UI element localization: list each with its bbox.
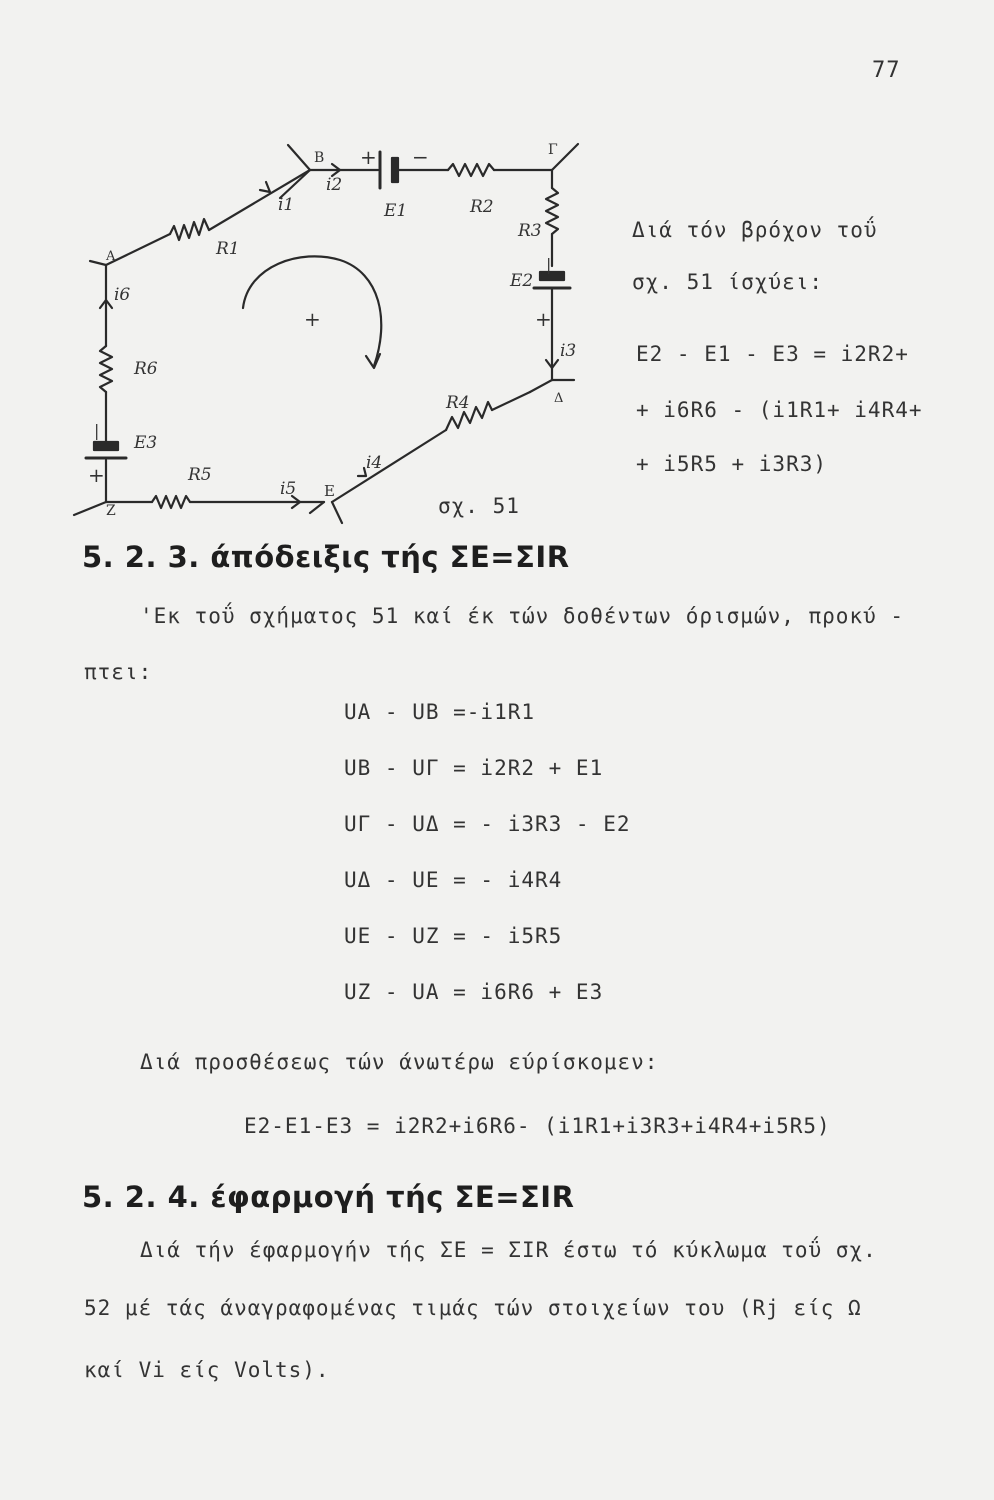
section-heading-5-2-3: 5. 2. 3. άπόδειξις τής ΣΕ=ΣΙR: [82, 540, 570, 574]
sum-text: Διά προσθέσεως τών άνωτέρω εύρίσκομεν:: [140, 1050, 659, 1074]
battery-e2-short-plate: [540, 272, 564, 280]
label-e1: E1: [384, 201, 408, 221]
node-delta-tick: [530, 380, 552, 392]
resistor-r2: [448, 164, 494, 176]
current-arrow-i4: [358, 468, 366, 476]
label-e2: E2: [510, 271, 534, 291]
label-i4: i4: [366, 453, 383, 473]
svg-text:+: +: [535, 307, 552, 331]
svg-text:+: +: [360, 145, 377, 169]
side-equation-line1: E2 - E1 - E3 = i2R2+: [636, 342, 909, 366]
intro-line2: πτει:: [84, 660, 153, 684]
node-z-tick: [74, 502, 106, 515]
node-label-a: A: [106, 249, 116, 264]
node-label-e: E: [324, 482, 335, 500]
side-equation-line3: + i5R5 + i3R3): [636, 452, 828, 476]
equation-3: UΓ - UΔ = - i3R3 - E2: [344, 812, 631, 836]
side-equation-line2: + i6R6 - (i1R1+ i4R4+: [636, 398, 923, 422]
node-a-tick: [90, 261, 106, 265]
section-524-line1: Διά τήν έφαρμογήν τής ΣΕ = ΣΙR έστω τό κύκλωμα τοΰ σχ.: [140, 1238, 877, 1262]
label-r3: R3: [518, 221, 542, 241]
equation-6: UZ - UA = i6R6 + E3: [344, 980, 604, 1004]
section-heading-5-2-4: 5. 2. 4. έφαρμογή τής ΣΕ=ΣΙR: [82, 1180, 575, 1214]
side-text-line2: σχ. 51 ίσχύει:: [632, 270, 824, 294]
label-r4: R4: [446, 393, 470, 413]
circuit-diagram: [60, 130, 620, 550]
equation-1: UA - UB =-i1R1: [344, 700, 536, 724]
resistor-r3: [546, 188, 558, 234]
figure-caption: σχ. 51: [438, 494, 520, 518]
resistor-r1: [170, 219, 209, 240]
intro-line1: 'Εκ τοΰ σχήματος 51 καί έκ τών δοθέντων όρισμών, προκύ -: [140, 604, 905, 628]
svg-text:+: +: [88, 463, 105, 487]
label-r1: R1: [216, 239, 240, 259]
page-number: 77: [872, 58, 901, 83]
label-e3: E3: [134, 433, 158, 453]
resistor-r5: [152, 496, 190, 508]
equation-5: UE - UZ = - i5R5: [344, 924, 563, 948]
loop-sign: +: [304, 307, 321, 331]
side-text-line1: Διά τόν βρόχον τοΰ: [632, 218, 878, 242]
label-r5: R5: [188, 465, 212, 485]
label-i5: i5: [280, 479, 297, 499]
label-i3: i3: [560, 341, 577, 361]
node-b-tick: [288, 145, 310, 170]
label-r2: R2: [470, 197, 494, 217]
svg-text:−: −: [412, 145, 429, 169]
svg-text:|: |: [94, 421, 100, 440]
node-label-b: B: [314, 150, 325, 166]
resistor-r6: [100, 346, 112, 392]
svg-text:|: |: [546, 255, 552, 274]
node-label-z: Z: [106, 503, 116, 519]
node-label-gamma: Γ: [548, 142, 558, 158]
node-label-delta: Δ: [554, 391, 564, 406]
label-i2: i2: [326, 175, 343, 195]
label-r6: R6: [134, 359, 158, 379]
section-524-line2: 52 μέ τάς άναγραφομένας τιμάς τών στοιχείων του (Rj είς Ω: [84, 1296, 862, 1320]
section-524-line3: καί Vi είς Volts).: [84, 1358, 330, 1382]
label-i6: i6: [114, 285, 131, 305]
label-i1: i1: [278, 195, 295, 215]
battery-e3-short-plate: [94, 442, 118, 450]
current-arrow-i1: [260, 182, 270, 192]
equation-2: UB - UΓ = i2R2 + E1: [344, 756, 604, 780]
result-equation: E2-E1-E3 = i2R2+i6R6- (i1R1+i3R3+i4R4+i5R5): [244, 1114, 831, 1138]
node-e-tick: [332, 502, 342, 523]
equation-4: UΔ - UE = - i4R4: [344, 868, 563, 892]
